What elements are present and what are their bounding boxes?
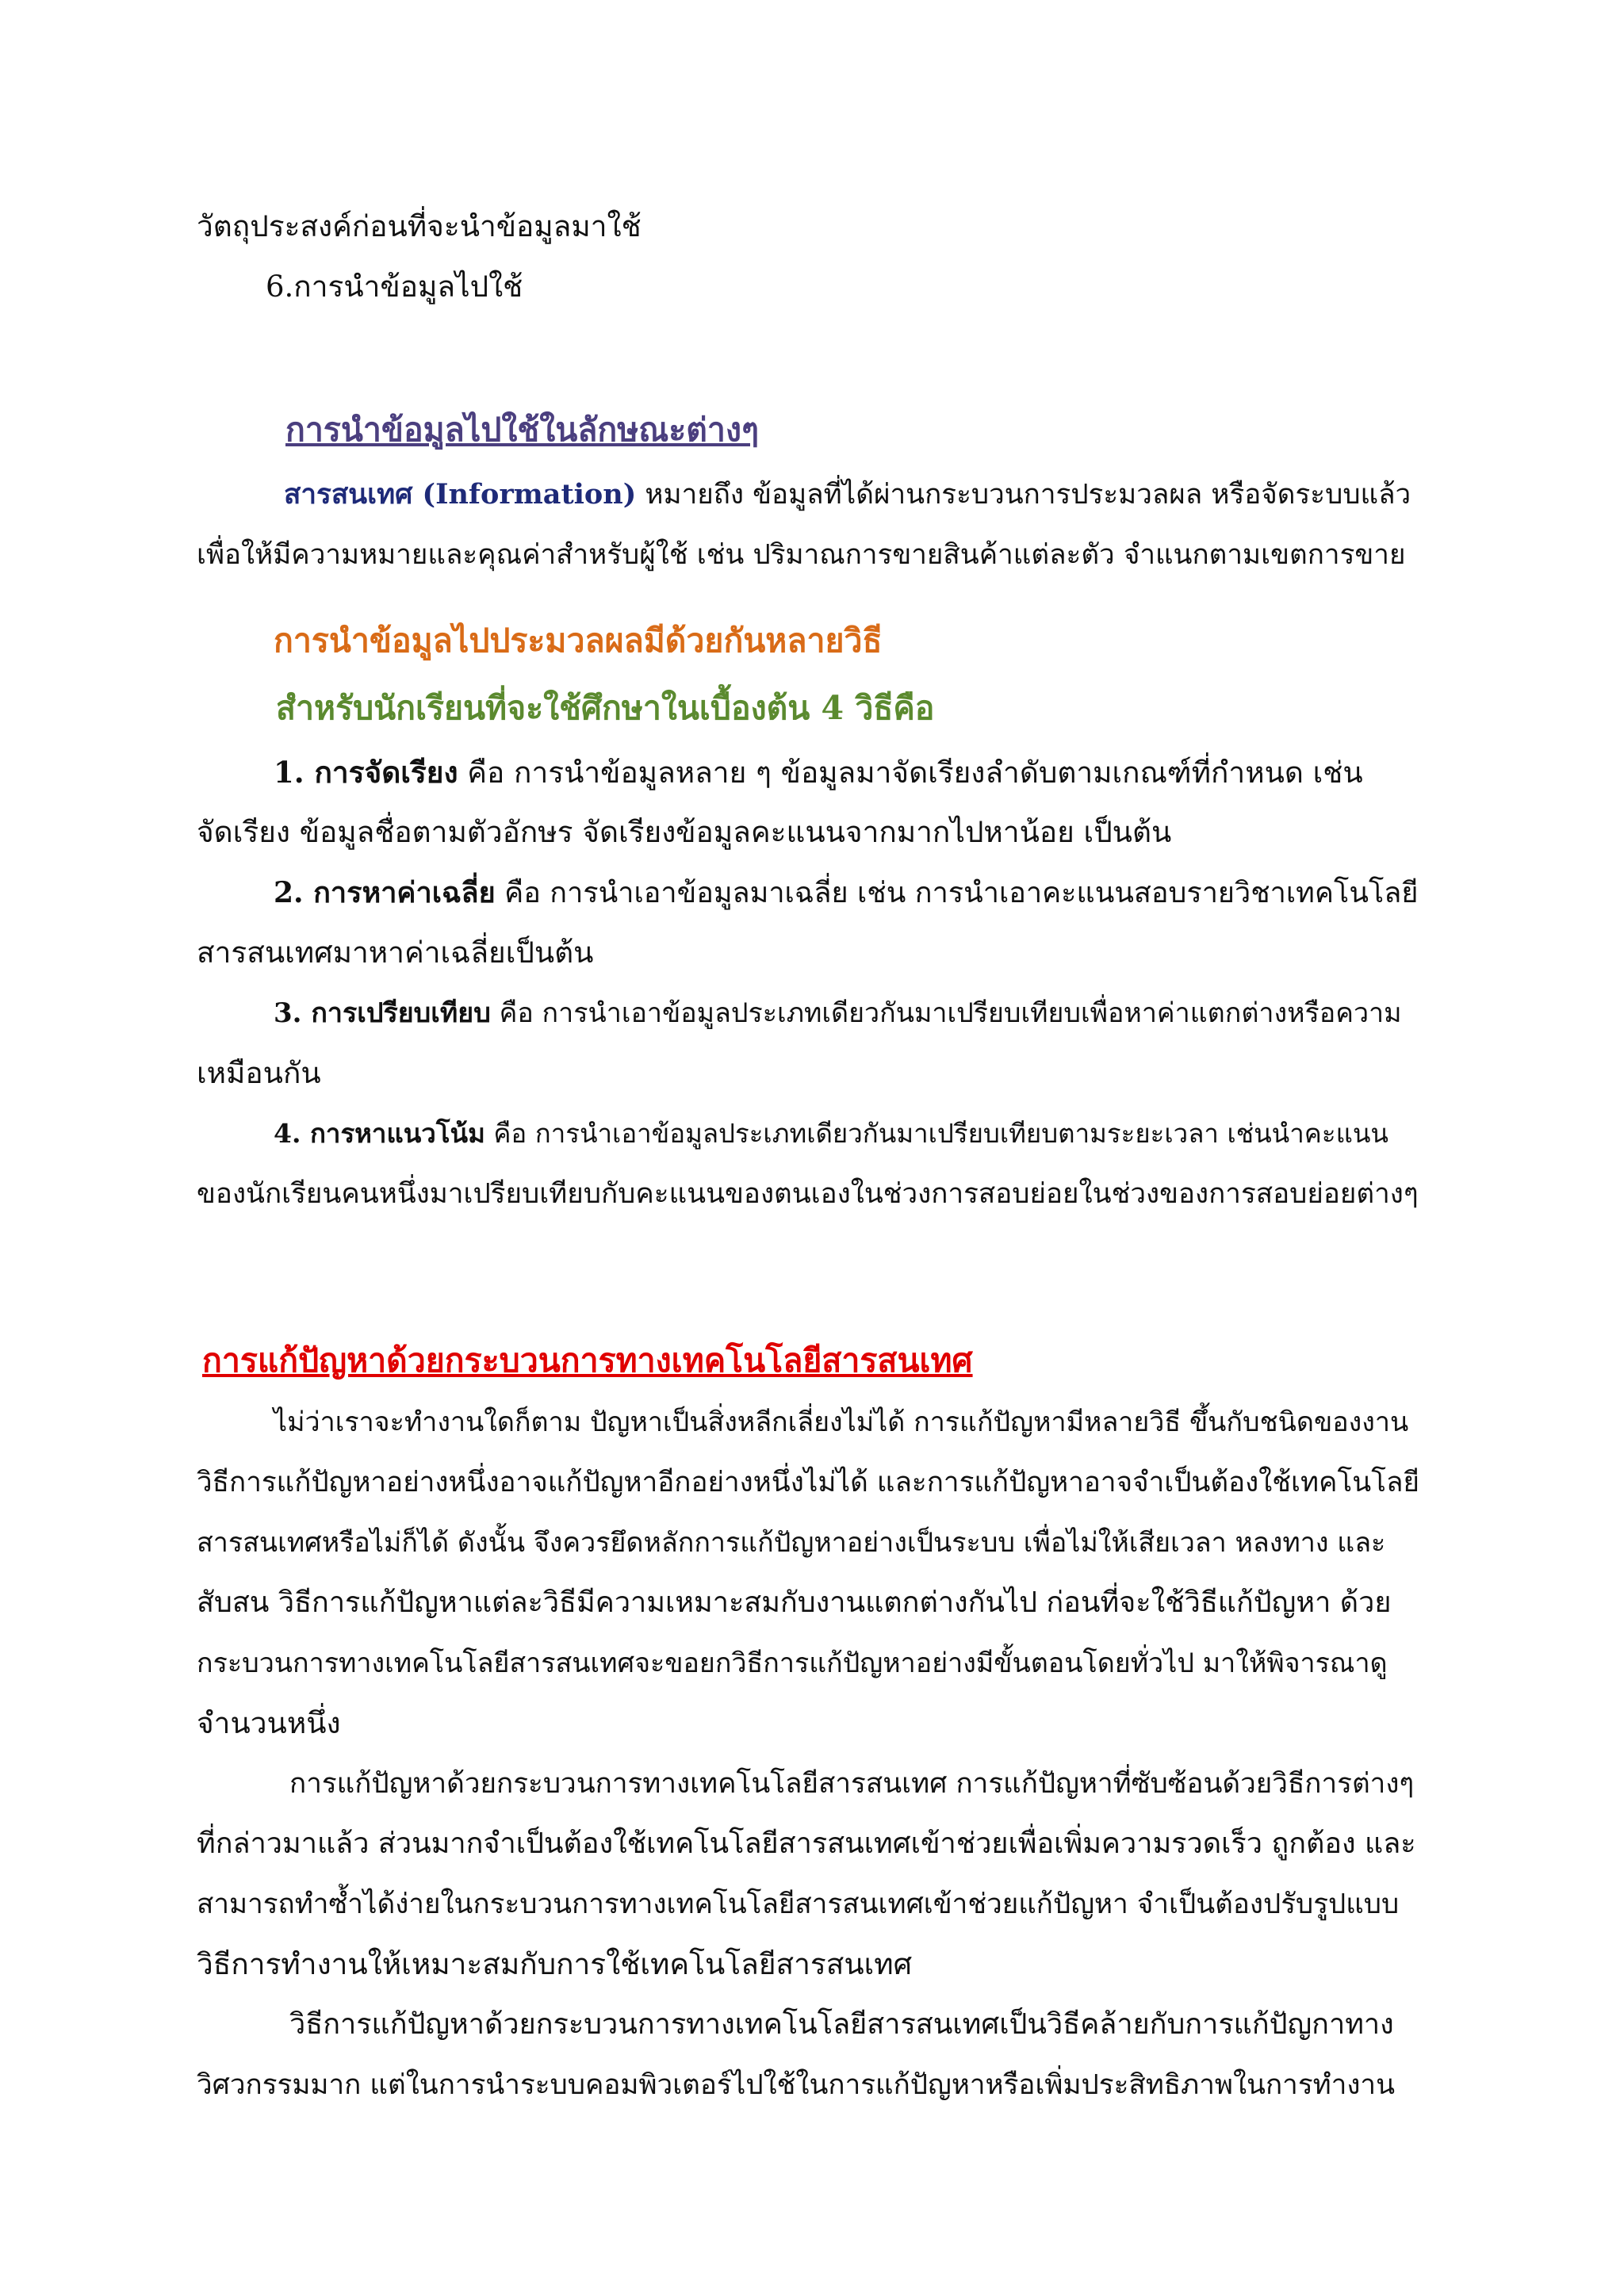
- information-term: สารสนเทศ (Information): [284, 478, 637, 511]
- para2-line-2: ที่กล่าวมาแล้ว ส่วนมากจำเป็นต้องใช้เทคโนโลยีสารสนเทศเข้าช่วยเพื่อเพิ่มความรวดเร็ว ถูกต้อง และ: [197, 1827, 1416, 1860]
- method-3-text: คือ การนำเอาข้อมูลประเภทเดียวกันมาเปรียบเทียบเพื่อหาค่าแตกต่างหรือความ: [490, 997, 1402, 1029]
- usage-heading: [285, 408, 759, 453]
- method-2-text: คือ การนำเอาข้อมูลมาเฉลี่ย เช่น การนำเอาคะแนนสอบรายวิชาเทคโนโลยี: [495, 877, 1419, 909]
- para1-line-3: สารสนเทศหรือไม่ก็ได้ ดังนั้น จึงควรยึดหลักการแก้ปัญหาอย่างเป็นระบบ เพื่อไม่ให้เสียเวลา หลงทาง และ: [197, 1527, 1386, 1559]
- usage-line-1: [284, 473, 1411, 517]
- method-3-line-1: [274, 991, 1402, 1035]
- method-3-label: 3. การเปรียบเทียบ: [274, 997, 491, 1029]
- para3-line-1: วิธีการแก้ปัญหาด้วยกระบวนการทางเทคโนโลยีสารสนเทศเป็นวิธีคล้ายกับการแก้ปัญกาทาง: [289, 2008, 1394, 2041]
- method-4-line-2: ของนักเรียนคนหนึ่งมาเปรียบเทียบกับคะแนนของตนเองในช่วงการสอบย่อยในช่วงของการสอบย่อยต่างๆ: [197, 1178, 1419, 1210]
- method-2-line-1: [274, 871, 1418, 916]
- intro-line-2: 6.การนำข้อมูลไปใช้: [266, 270, 523, 304]
- processing-heading-1: [274, 618, 883, 664]
- method-2-line-2: สารสนเทศมาหาค่าเฉลี่ยเป็นต้น: [197, 936, 594, 970]
- usage-heading-text: การนำข้อมูลไปใช้ในลักษณะต่างๆ: [285, 411, 759, 449]
- method-1-line-1: [274, 750, 1363, 795]
- usage-line-2: เพื่อให้มีความหมายและคุณค่าสำหรับผู้ใช้ เช่น ปริมาณการขายสินค้าแต่ละตัว จำแนกตามเขตการขาย: [197, 539, 1406, 571]
- method-3-line-2: เหมือนกัน: [197, 1056, 321, 1090]
- para1-line-5: กระบวนการทางเทคโนโลยีสารสนเทศจะขอยกวิธีการแก้ปัญหาอย่างมีขั้นตอนโดยทั่วไป มาให้พิจารณาดู: [197, 1647, 1388, 1679]
- processing-heading-2-text: สำหรับนักเรียนที่จะใช้ศึกษาในเบื้องต้น 4 วิธีคือ: [276, 689, 935, 727]
- solving-heading: [202, 1338, 973, 1384]
- para1-line-2: วิธีการแก้ปัญหาอย่างหนึ่งอาจแก้ปัญหาอีกอย่างหนึ่งไม่ได้ และการแก้ปัญหาอาจจำเป็นต้องใช้เทคโนโลยี: [197, 1467, 1419, 1498]
- para2-line-3: สามารถทำซ้ำได้ง่ายในกระบวนการทางเทคโนโลยีสารสนเทศเข้าช่วยแก้ปัญหา จำเป็นต้องปรับรูปแบบ: [197, 1888, 1400, 1920]
- solving-heading-text: การแก้ปัญหาด้วยกระบวนการทางเทคโนโลยีสารสนเทศ: [202, 1341, 973, 1380]
- method-1-label: 1. การจัดเรียง: [274, 755, 458, 790]
- para1-line-1: ไม่ว่าเราจะทำงานใดก็ตาม ปัญหาเป็นสิ่งหลีกเลี่ยงไม่ได้ การแก้ปัญหามีหลายวิธี ขึ้นกับชนิดของงาน: [274, 1406, 1409, 1438]
- intro-line-1: วัตถุประสงค์ก่อนที่จะนำข้อมูลมาใช้: [197, 209, 642, 243]
- method-4-text: คือ การนำเอาข้อมูลประเภทเดียวกันมาเปรียบเทียบตามระยะเวลา เช่นนำคะแนน: [485, 1118, 1388, 1149]
- usage-line-1-rest: หมายถึง ข้อมูลที่ได้ผ่านกระบวนการประมวลผล หรือจัดระบบแล้ว: [636, 479, 1411, 511]
- method-4-label: 4. การหาแนวโน้ม: [274, 1118, 485, 1149]
- para2-line-4: วิธีการทำงานให้เหมาะสมกับการใช้เทคโนโลยีสารสนเทศ: [197, 1947, 913, 1981]
- processing-heading-2: [276, 686, 934, 732]
- para2-line-1: การแก้ปัญหาด้วยกระบวนการทางเทคโนโลยีสารสนเทศ การแก้ปัญหาที่ซับซ้อนด้วยวิธีการต่างๆ: [289, 1768, 1415, 1800]
- method-1-line-2: จัดเรียง ข้อมูลชื่อตามตัวอักษร จัดเรียงข้อมูลคะแนนจากมากไปหาน้อย เป็นต้น: [197, 815, 1172, 849]
- method-1-text: คือ การนำข้อมูลหลาย ๆ ข้อมูลมาจัดเรียงลำดับตามเกณฑ์ที่กำหนด เช่น: [458, 756, 1363, 790]
- processing-heading-1-text: การนำข้อมูลไปประมวลผลมีด้วยกันหลายวิธี: [274, 622, 883, 660]
- method-4-line-1: [274, 1112, 1388, 1156]
- para1-line-6: จำนวนหนึ่ง: [197, 1706, 341, 1740]
- method-2-label: 2. การหาค่าเฉลี่ย: [274, 876, 496, 909]
- para1-line-4: สับสน วิธีการแก้ปัญหาแต่ละวิธีมีความเหมาะสมกับงานแตกต่างกันไป ก่อนที่จะใช้วิธีแก้ปัญหา ด้วย: [197, 1586, 1392, 1619]
- para3-line-2: วิศวกรรมมาก แต่ในการนำระบบคอมพิวเตอร์ไปใช้ในการแก้ปัญหาหรือเพิ่มประสิทธิภาพในการทำงาน: [197, 2069, 1396, 2101]
